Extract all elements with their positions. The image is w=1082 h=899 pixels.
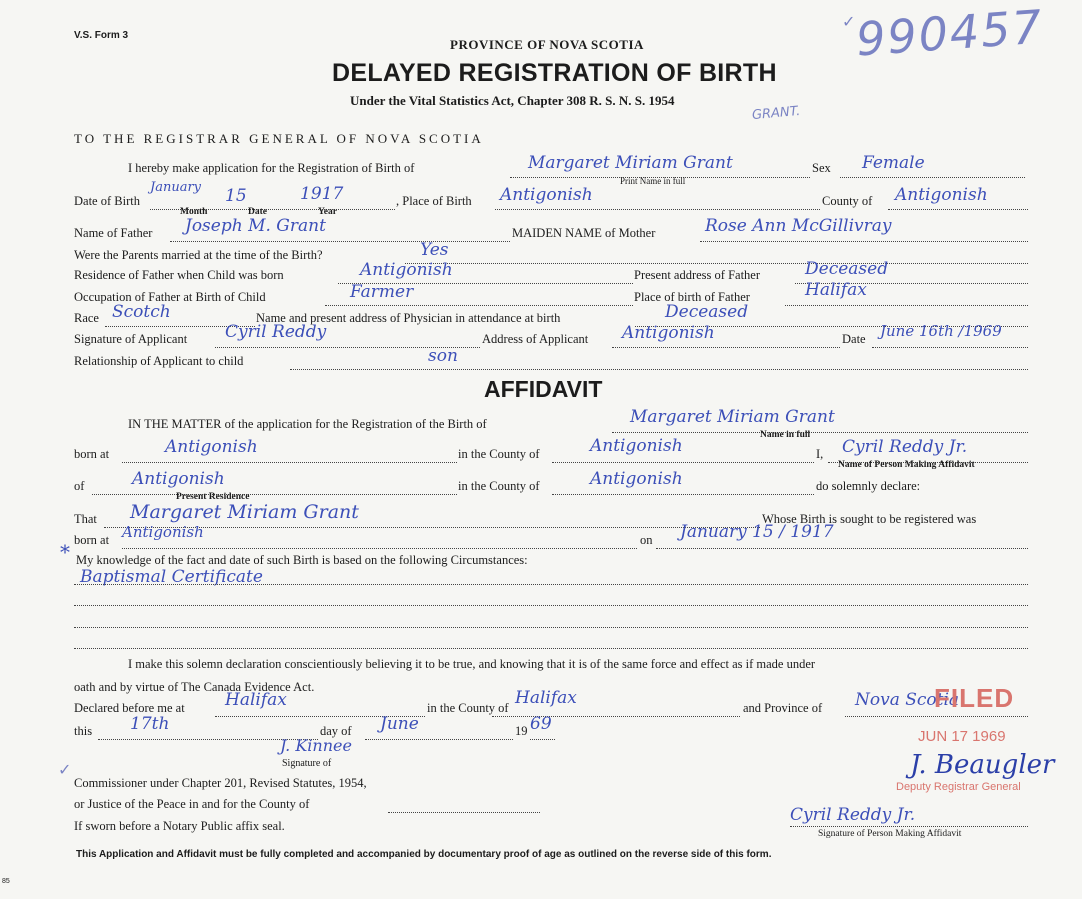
circumstances-line-3 xyxy=(74,627,1028,628)
father-name: Joseph M. Grant xyxy=(185,216,326,236)
month-value: June xyxy=(380,714,419,734)
declare-label: do solemnly declare: xyxy=(816,479,921,493)
born-at2-label: born at xyxy=(74,533,110,547)
commissioner-signature: J. Kinnee xyxy=(280,736,352,755)
justice-label: or Justice of the Peace in and for the County of xyxy=(74,797,310,811)
filed-stamp: FILED xyxy=(934,683,1015,713)
day-value: 17th xyxy=(130,714,170,734)
day-of-label: day of xyxy=(320,724,352,738)
page-title: DELAYED REGISTRATION OF BIRTH xyxy=(332,59,777,87)
child-name: Margaret Miriam Grant xyxy=(528,153,733,173)
residence-label: Residence of Father when Child was born xyxy=(74,268,284,282)
sig-applicant-value: Cyril Reddy xyxy=(225,322,327,342)
married-value: Yes xyxy=(420,240,449,260)
county2-value: Antigonish xyxy=(590,469,683,489)
sex-value: Female xyxy=(862,153,925,173)
race-value: Scotch xyxy=(112,302,171,322)
occupation-label: Occupation of Father at Birth of Child xyxy=(74,290,266,304)
married-label: Were the Parents married at the time of the Birth? xyxy=(74,248,323,262)
province-value: Nova Scotia xyxy=(855,690,960,710)
residence-value: Antigonish xyxy=(360,260,453,280)
that-label: That xyxy=(74,512,97,526)
circumstances-line-4 xyxy=(74,648,1028,649)
declared-county-label: in the County of xyxy=(427,701,509,715)
page-subtitle: Under the Vital Statistics Act, Chapter 308 R. S. N. S. 1954 xyxy=(350,93,675,108)
county-label: County of xyxy=(822,194,873,208)
born-at-line xyxy=(122,462,457,463)
i-label: I, xyxy=(816,447,824,461)
place-label: , Place of Birth xyxy=(396,194,472,208)
place-value: Antigonish xyxy=(500,185,593,205)
dob-day: 15 xyxy=(225,186,247,206)
of-value: Antigonish xyxy=(132,469,225,489)
father-birthplace-line xyxy=(785,305,1028,306)
addr-applicant-line xyxy=(612,347,840,348)
whose-label: Whose Birth is sought to be registered was xyxy=(762,512,977,526)
physician-value: Deceased xyxy=(665,302,749,322)
print-name-caption: Print Name in full xyxy=(620,176,686,186)
pencil-note: GRANT. xyxy=(751,103,801,124)
registration-number: 990457 xyxy=(854,0,1046,67)
name-caption: Name in full xyxy=(760,430,811,440)
circumstances-line-1 xyxy=(74,584,1028,585)
year-prefix: 19 xyxy=(515,724,528,738)
dob-label: Date of Birth xyxy=(74,194,140,208)
dob-month: January xyxy=(150,180,202,195)
on-label: on xyxy=(640,533,653,547)
justice-line xyxy=(388,812,540,813)
affidavit-heading: AFFIDAVIT xyxy=(484,376,603,402)
physician-label: Name and present address of Physician in attendance at birth xyxy=(256,311,561,325)
on-line xyxy=(656,548,1028,549)
county-line-aff xyxy=(552,462,814,463)
declaration-text-1: I make this solemn declaration conscientiously believing it to be true, and knowing that it is of the same force and effect as if made under xyxy=(128,657,816,671)
year-suffix: 69 xyxy=(530,714,552,734)
addressee: TO THE REGISTRAR GENERAL OF NOVA SCOTIA xyxy=(74,131,484,146)
declared-at-value: Halifax xyxy=(225,690,287,710)
sex-label: Sex xyxy=(812,161,831,175)
place-line xyxy=(495,209,820,210)
that-name: Margaret Miriam Grant xyxy=(130,501,359,523)
present-addr-label: Present address of Father xyxy=(634,268,761,282)
deponent-name: Cyril Reddy Jr. xyxy=(842,437,968,457)
addr-applicant-label: Address of Applicant xyxy=(482,332,589,346)
occupation-value: Farmer xyxy=(350,282,414,302)
month-caption: Month xyxy=(180,207,208,217)
matter-label: IN THE MATTER of the application for the Registration of the Birth of xyxy=(128,417,487,431)
county-line xyxy=(888,209,1028,210)
this-label: this xyxy=(74,724,93,738)
year-line xyxy=(530,739,555,740)
knowledge-label: My knowledge of the fact and date of such Birth is based on the following Circumstances: xyxy=(76,553,528,567)
footer-note: This Application and Affidavit must be fully completed and accompanied by documentary proof of age as outlined on the reverse side of this form. xyxy=(76,849,772,860)
province-heading: PROVINCE OF NOVA SCOTIA xyxy=(450,37,644,52)
deponent-sig-caption: Signature of Person Making Affidavit xyxy=(818,829,962,839)
father-birthplace-value: Halifax xyxy=(805,280,867,300)
commissioner-label: Commissioner under Chapter 201, Revised Statutes, 1954, xyxy=(74,776,367,790)
matter-name: Margaret Miriam Grant xyxy=(630,407,835,427)
date-value: June 16th /1969 xyxy=(880,322,1002,340)
relationship-value: son xyxy=(428,346,458,366)
of-label: of xyxy=(74,479,85,493)
on-date: January 15 / 1917 xyxy=(680,522,834,542)
deponent-sig-line xyxy=(790,826,1028,827)
signature-caption: Signature of xyxy=(282,758,332,769)
addr-applicant-value: Antigonish xyxy=(622,323,715,343)
sig-applicant-label: Signature of Applicant xyxy=(74,332,188,346)
county2-label: in the County of xyxy=(458,479,540,493)
of-line xyxy=(92,494,457,495)
father-birthplace-label: Place of birth of Father xyxy=(634,290,750,304)
year-caption: Year xyxy=(318,207,337,217)
declared-label: Declared before me at xyxy=(74,701,185,715)
county2-line xyxy=(552,494,814,495)
apply-label: I hereby make application for the Registration of Birth of xyxy=(128,161,415,175)
born-at-value: Antigonish xyxy=(165,437,258,457)
born-at-label: born at xyxy=(74,447,110,461)
check-mark-icon: ✓ xyxy=(842,12,856,31)
mother-name: Rose Ann McGillivray xyxy=(705,216,892,236)
present-addr-value: Deceased xyxy=(805,259,889,279)
registrar-signature: J. Beaugler xyxy=(910,750,1055,780)
county-value-aff: Antigonish xyxy=(590,436,683,456)
dob-year: 1917 xyxy=(300,184,344,204)
county-value: Antigonish xyxy=(895,185,988,205)
filed-date: JUN 17 1969 xyxy=(918,728,1006,745)
father-line xyxy=(170,241,510,242)
check-mark-icon-2: ✓ xyxy=(58,760,72,779)
province-line xyxy=(845,716,1028,717)
born-at2-line xyxy=(122,548,637,549)
form-number: V.S. Form 3 xyxy=(74,30,129,41)
race-label: Race xyxy=(74,311,99,325)
matter-line xyxy=(612,432,1028,433)
date-label: Date xyxy=(842,332,866,346)
deponent-caption: Name of Person Making Affidavit xyxy=(838,460,975,470)
province-label: and Province of xyxy=(743,701,823,715)
residence-caption: Present Residence xyxy=(176,492,250,502)
declaration-text-2: oath and by virtue of The Canada Evidence Act. xyxy=(74,680,315,694)
circumstances-line-2 xyxy=(74,605,1028,606)
mother-line xyxy=(700,241,1028,242)
father-label: Name of Father xyxy=(74,226,153,240)
notary-label: If sworn before a Notary Public affix seal. xyxy=(74,819,285,833)
margin-code: 85 xyxy=(2,878,10,885)
star-mark: * xyxy=(60,540,70,564)
relationship-label: Relationship of Applicant to child xyxy=(74,354,244,368)
mother-label: MAIDEN NAME of Mother xyxy=(512,226,656,240)
month-line xyxy=(365,739,513,740)
declared-county-value: Halifax xyxy=(515,688,577,708)
registrar-title: Deputy Registrar General xyxy=(896,781,1021,793)
deponent-signature: Cyril Reddy Jr. xyxy=(790,805,916,825)
relationship-line xyxy=(290,369,1028,370)
county-label-aff: in the County of xyxy=(458,447,540,461)
born-at2-value: Antigonish xyxy=(122,523,204,541)
sex-line xyxy=(840,177,1025,178)
married-line xyxy=(405,263,1028,264)
occupation-line xyxy=(325,305,633,306)
circumstances-value: Baptismal Certificate xyxy=(80,567,263,587)
date-line xyxy=(872,347,1028,348)
date-caption: Date xyxy=(248,207,267,217)
